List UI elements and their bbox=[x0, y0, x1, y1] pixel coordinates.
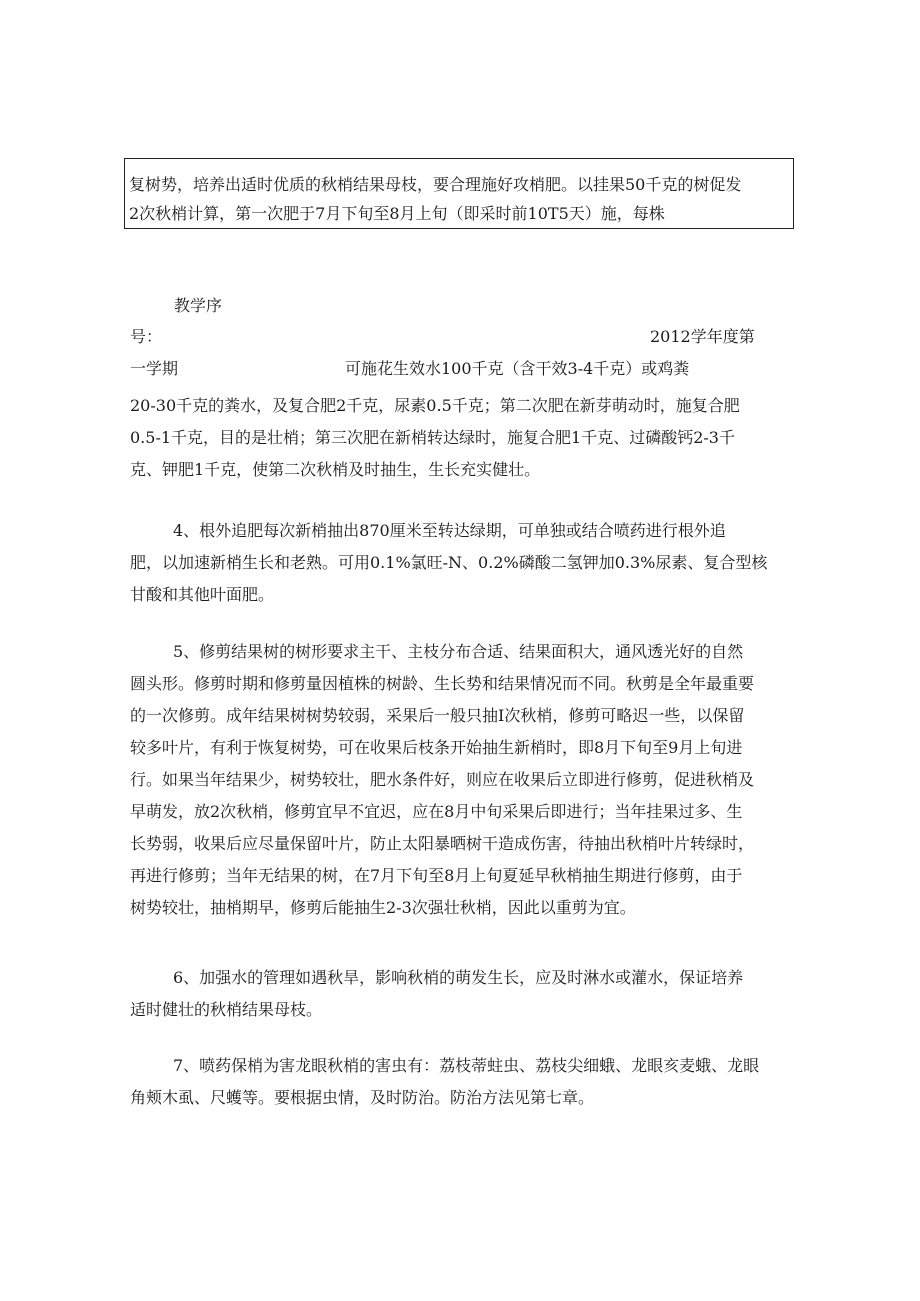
section-5-line: 长势弱，收果后应尽量保留叶片，防止太阳暴晒树干造成伤害，待抽出秋梢叶片转绿时， bbox=[130, 834, 755, 853]
boxed-line: 2次秋梢计算，第一次肥于7月下旬至8月上旬（即采时前10T5天）施，每株 bbox=[129, 204, 665, 223]
section-5-line: 行。如果当年结果少，树势较壮，肥水条件好，则应在收果后立即进行修剪，促进秋梢及 bbox=[130, 770, 755, 789]
section-6-water-management bbox=[130, 962, 770, 1026]
fert-line: 0.5-1千克，目的是壮梢；第三次肥在新梢转达绿时，施复合肥1千克、过磷酸钙2-3千 bbox=[130, 428, 735, 447]
section-5-line: 再进行修剪；当年无结果的树，在7月下旬至8月上旬夏延早秋梢抽生期进行修剪，由于 bbox=[130, 866, 743, 885]
header-label-line1: 教学序 bbox=[174, 296, 223, 315]
section-5-line: 圆头形。修剪时期和修剪量因植株的树龄、生长势和结果情况而不同。秋剪是全年最重要 bbox=[130, 674, 755, 693]
section-5-line: 的一次修剪。成年结果树树势较弱，采果后一般只抽I次秋梢，修剪可略迟一些，以保留 bbox=[130, 706, 745, 725]
header-year: 2012学年度第 bbox=[650, 327, 755, 346]
section-7-pest-control bbox=[130, 1050, 770, 1114]
section-7-line: 7、喷药保梢为害龙眼秋梢的害虫有：荔枝蒂蛀虫、荔枝尖细蛾、龙眼亥麦蛾、龙眼 bbox=[173, 1056, 760, 1075]
header-label-line2: 号： bbox=[130, 327, 163, 346]
fert-line: 20-30千克的粪水，及复合肥2千克，尿素0.5千克；第二次肥在新芽萌动时，施复合肥 bbox=[130, 396, 740, 415]
section-5-line: 树势较壮，抽梢期早，修剪后能抽生2-3次强壮秋梢，因此以重剪为宜。 bbox=[130, 898, 636, 917]
section-6-line: 适时健壮的秋梢结果母枝。 bbox=[130, 1000, 323, 1019]
section-5-line: 早萌发，放2次秋梢，修剪宜早不宜迟，应在8月中旬采果后即进行；当年挂果过多、生 bbox=[130, 802, 743, 821]
section-5-line: 5、修剪结果树的树形要求主干、主枝分布合适、结果面积大，通风透光好的自然 bbox=[173, 642, 744, 661]
boxed-paragraph bbox=[124, 158, 794, 229]
fert-line: 克、钾肥1千克，使第二次秋梢及时抽生，生长充实健壮。 bbox=[130, 460, 541, 479]
section-4-line: 肥，以加速新梢生长和老熟。可用0.1%氯旺-N、0.2%磷酸二氢钾加0.3%尿素、复合型核 bbox=[130, 553, 768, 572]
section-6-line: 6、加强水的管理如遇秋旱，影响秋梢的萌发生长，应及时淋水或灌水，保证培养 bbox=[173, 968, 744, 987]
section-7-line: 角颊木虱、尺蠖等。要根据虫情，及时防治。防治方法见第七章。 bbox=[130, 1088, 595, 1107]
fert-line: 可施花生效水100千克（含干效3-4千克）或鸡粪 bbox=[345, 359, 690, 378]
section-fertilizer bbox=[130, 390, 770, 486]
boxed-line: 复树势，培养出适时优质的秋梢结果母枝，要合理施好攻梢肥。以挂果50千克的树促发 bbox=[129, 175, 742, 194]
header-semester: 一学期 bbox=[130, 359, 179, 378]
section-4-line: 甘酸和其他叶面肥。 bbox=[130, 585, 275, 604]
section-4-line: 4、根外追肥每次新梢抽出870厘米至转达绿期，可单独或结合喷药进行根外追 bbox=[173, 521, 726, 540]
section-4-foliar-fertilizer bbox=[130, 515, 770, 611]
section-5-line: 较多叶片，有利于恢复树势，可在收果后枝条开始抽生新梢时，即8月下旬至9月上旬进 bbox=[130, 738, 743, 757]
section-5-pruning bbox=[130, 636, 770, 924]
